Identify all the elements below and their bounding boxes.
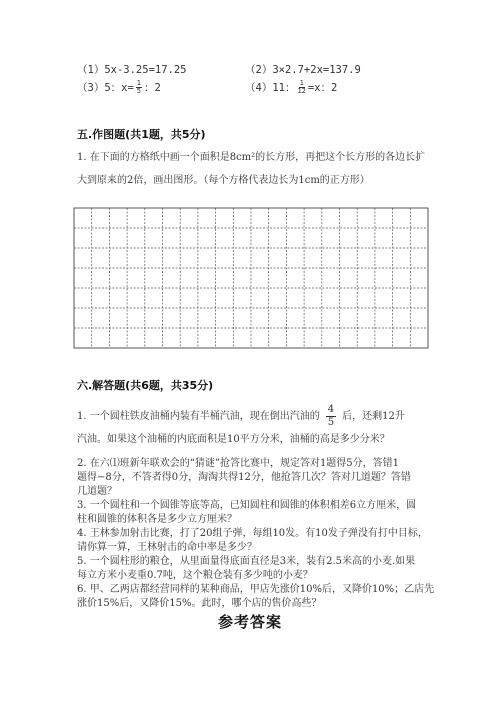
equation-4-fraction [297,80,305,95]
section-6-q6-line1: 6. 甲、乙两店都经营同样的某种商品，甲店先涨价10%后，又降价10%；乙店先 [77,584,435,595]
section-5-title: 五.作图题(共1题，共5分) [77,128,206,141]
equation-4-suffix: =x：2 [307,82,338,94]
section-6-q6-line2: 涨价15%后，又降价15%。此时，哪个店的售价高些？ [77,598,322,609]
section-6-q1-line1 [77,404,405,429]
q1-text-b: 后，还剩12升 [342,410,405,422]
section-6-title: 六.解答题(共6题，共35分) [77,379,214,392]
fraction-denominator: 5 [327,417,335,428]
equation-3-suffix: ：2 [144,82,161,94]
fraction-numerator: 1 [299,79,304,87]
q1-text-a: 1. 一个圆柱铁皮油桶内装有半桶汽油，现在倒出汽油的 [77,410,320,422]
equation-3-prefix: （3）5：x= [77,82,134,94]
section-6-q2-line3: 几道题？ [77,486,117,497]
q1-fraction [326,404,336,429]
fraction-denominator: 12 [297,87,306,95]
equation-1: （1）5x-3.25=17.25 [77,64,187,76]
section-6-q2-line1: 2. 在六⑴班新年联欢会的“猜谜”抢答比赛中，规定答对1题得5分，答错1 [77,458,400,469]
section-6-q3-line1: 3. 一个圆柱和一个圆锥等底等高，已知圆柱和圆锥的体积相差6立方厘米，圆 [77,500,417,511]
fraction-numerator: 1 [136,79,142,87]
grid-paper [73,207,429,349]
section-6-q4-line1: 4. 王林参加射击比赛，打了20组子弹，每组10发。有10发子弹没有打中目标， [77,528,428,539]
answer-key-title: 参考答案 [217,613,282,631]
section-5-q1-line2: 大到原来的2倍，画出图形。（每个方格代表边长为1cm的正方形） [77,175,370,186]
equation-2: （2）3×2.7+2x=137.9 [245,64,361,76]
equation-3-fraction [136,80,142,95]
section-6-q4-line2: 请你算一算，王林射击的命中率是多少？ [77,542,257,553]
section-6-q3-line2: 柱和圆锥的体积各是多少立方厘米？ [77,514,237,525]
fraction-numerator: 4 [327,404,335,415]
section-6-q1-line2: 汽油。如果这个油桶的内底面积是10平方分米，油桶的高是多少分米？ [77,434,390,445]
section-6-q2-line2: 题得−8分，不答者得0分，淘淘共得12分，他抢答几次？答对几道题？答错 [77,472,411,483]
equation-4-prefix: （4）11： [245,82,296,94]
fraction-denominator: 5 [136,87,142,95]
equation-4 [245,80,337,95]
section-5-q1-line1: 1. 在下面的方格纸中画一个面积是8cm²的长方形，再把这个长方形的各边长扩 [77,152,426,163]
equation-3 [77,80,161,95]
section-6-q5-line2: 每立方米小麦重0.7吨，这个粮仓装有多少吨的小麦？ [77,570,313,581]
section-6-q5-line1: 5. 一个圆柱形的粮仓，从里面量得底面直径是3米，装有2.5米高的小麦.如果 [77,556,416,567]
